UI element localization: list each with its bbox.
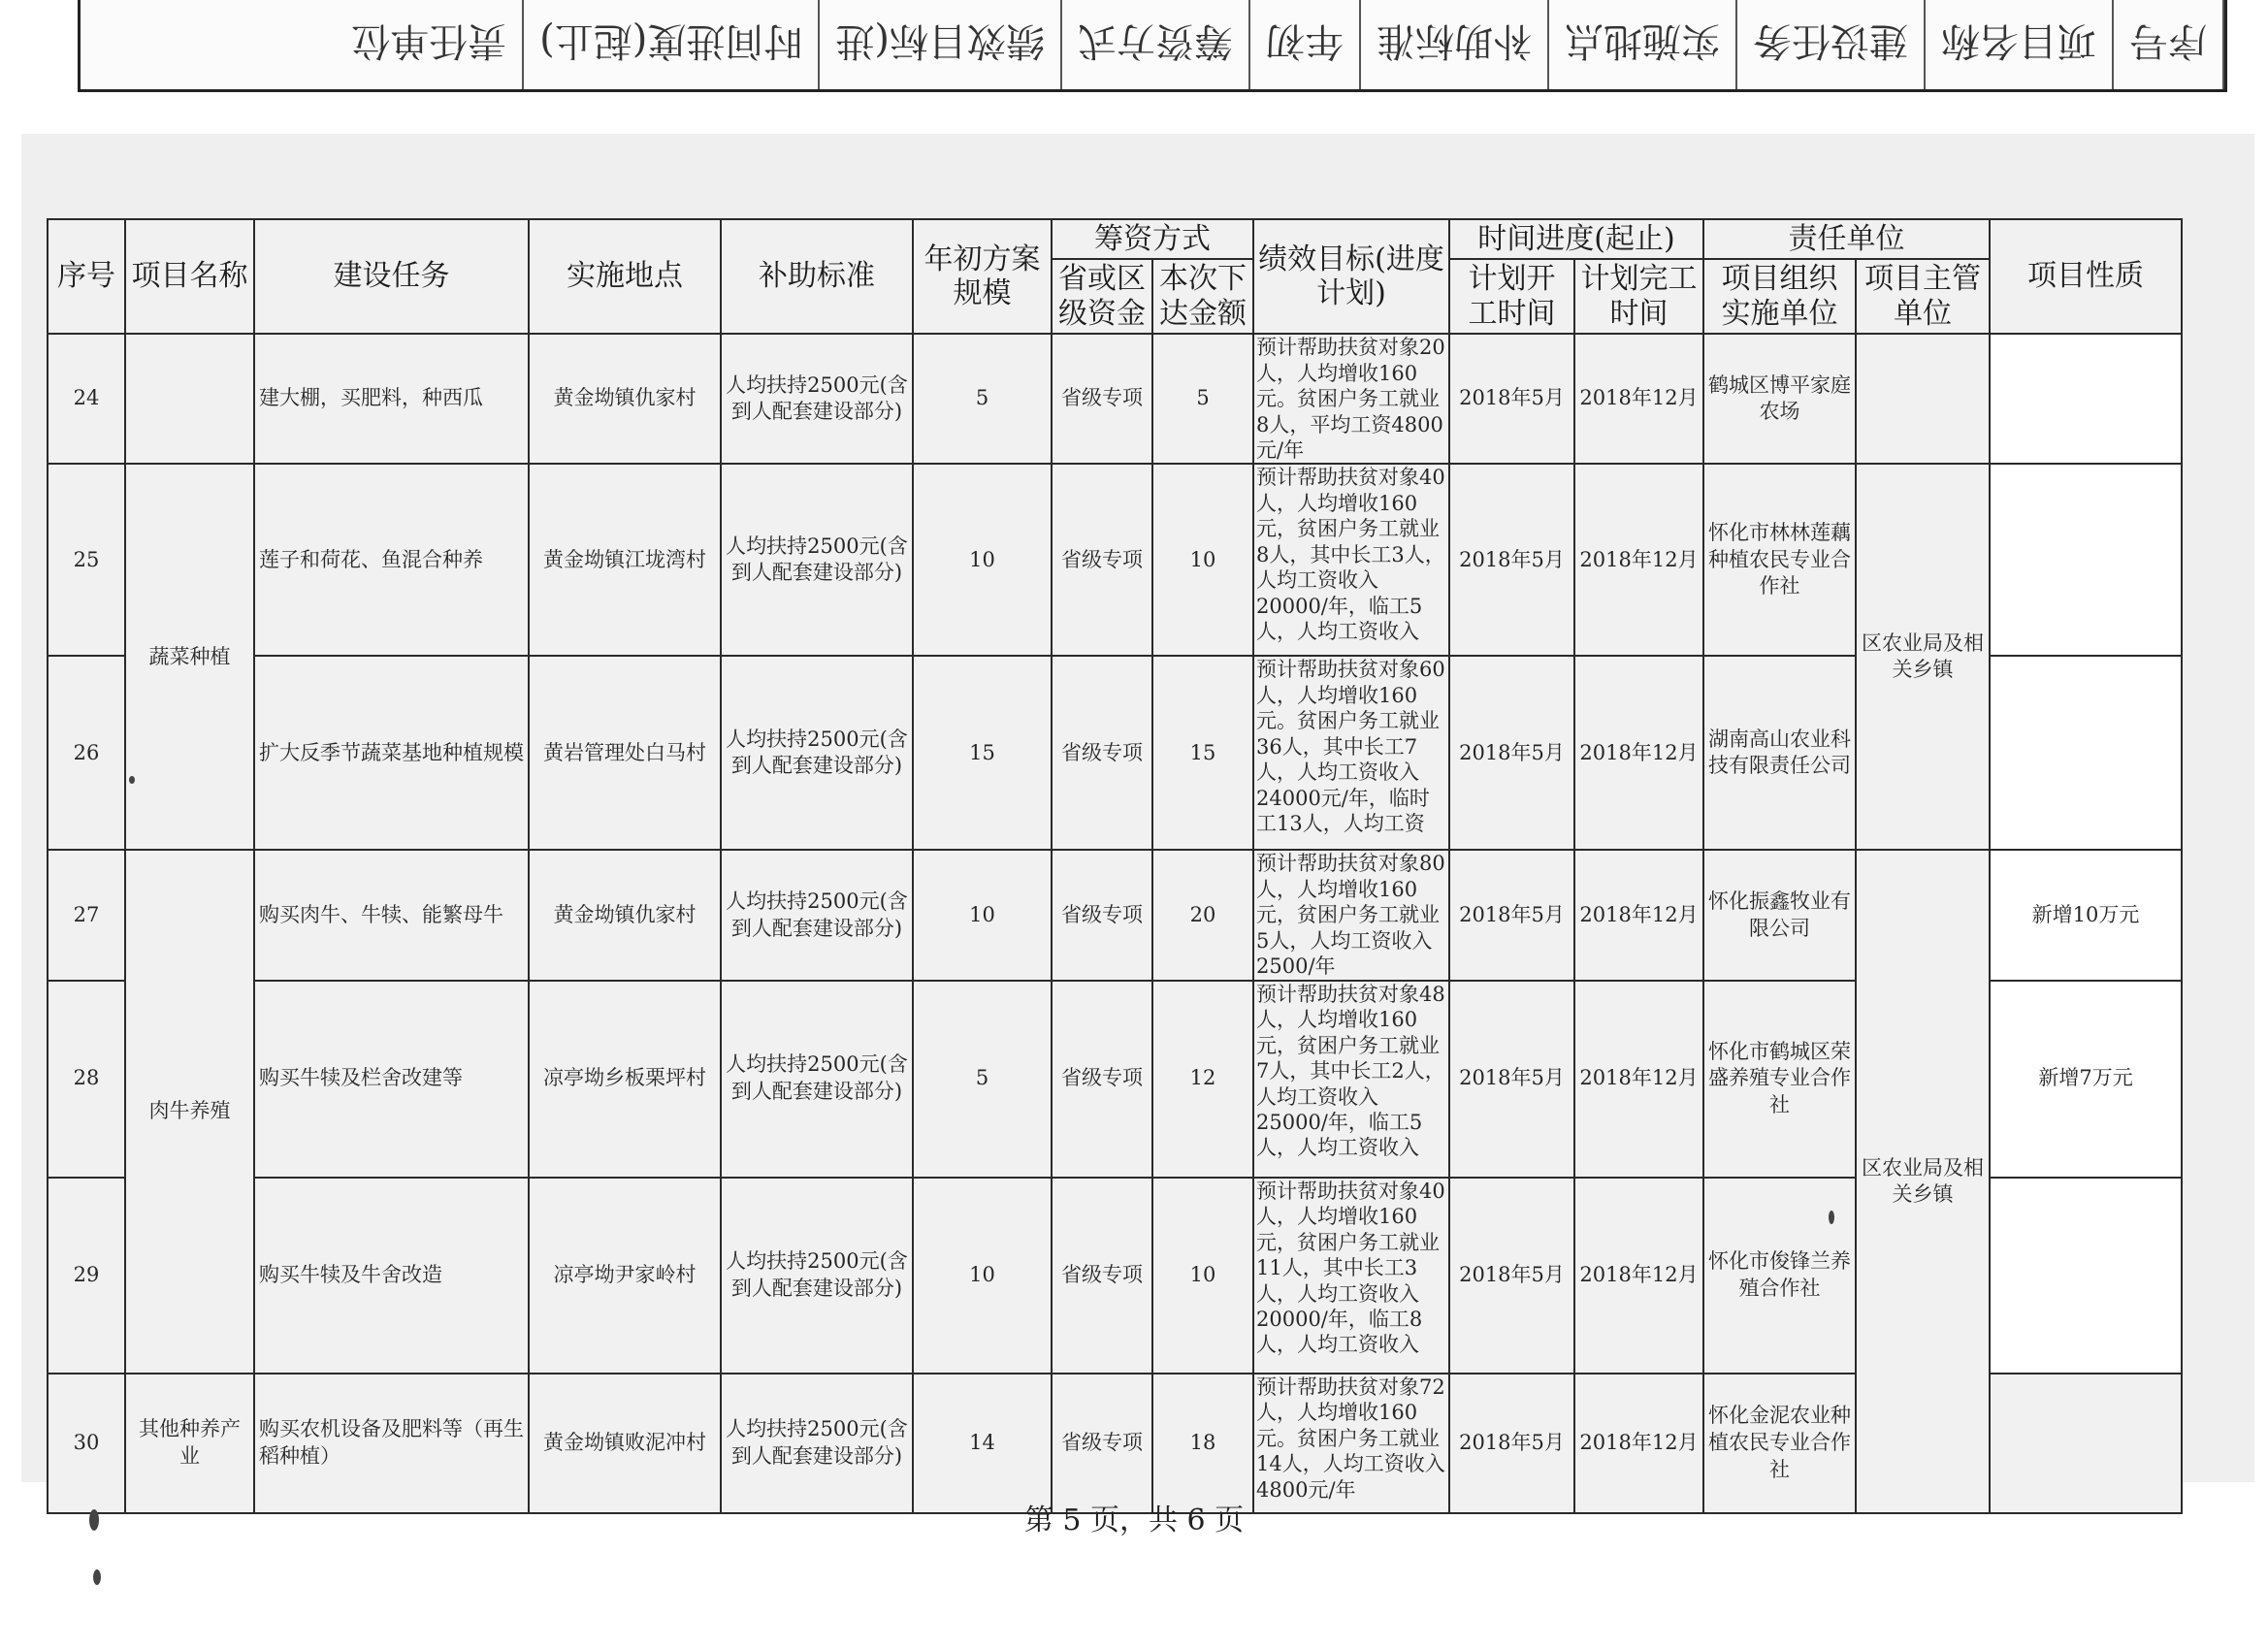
subsidy-cell: 人均扶持2500元(含到人配套建设部分) bbox=[721, 656, 913, 850]
start-cell: 2018年5月 bbox=[1449, 334, 1574, 464]
bleed-cell: 筹资方式 bbox=[1062, 0, 1250, 89]
bleed-cell: 序号 bbox=[2114, 0, 2224, 89]
prov-cell: 省级专项 bbox=[1052, 1374, 1152, 1514]
performance-text: 预计帮助扶贫对象40人，人均增收160元，贫困户务工就业8人，其中长工3人，人均工资收入20000/年，临工5人，人均工资收入 bbox=[1256, 466, 1445, 644]
bleed-cell: 责任单位 bbox=[336, 0, 524, 89]
start-cell: 2018年5月 bbox=[1449, 1178, 1574, 1374]
org-cell: 怀化市林林莲藕种植农民专业合作社 bbox=[1703, 464, 1856, 656]
amount-cell: 10 bbox=[1152, 1178, 1253, 1374]
location-cell: 黄金坳镇江垅湾村 bbox=[529, 464, 721, 656]
org-cell: 怀化市俊锋兰养殖合作社 bbox=[1703, 1178, 1856, 1374]
subsidy-cell: 人均扶持2500元(含到人配套建设部分) bbox=[721, 1374, 913, 1514]
scale-cell: 10 bbox=[913, 464, 1052, 656]
amount-cell: 15 bbox=[1152, 656, 1253, 850]
bleed-cell: 绩效目标(进 bbox=[820, 0, 1062, 89]
start-cell: 2018年5月 bbox=[1449, 464, 1574, 656]
amount-cell: 10 bbox=[1152, 464, 1253, 656]
performance-cell bbox=[1253, 1178, 1449, 1374]
end-cell: 2018年12月 bbox=[1574, 981, 1703, 1178]
nature-cell: 新增7万元 bbox=[1990, 981, 2182, 1178]
performance-text: 预计帮助扶贫对象72人，人均增收160元。贫困户务工就业14人，人均工资收入4800元/年 bbox=[1256, 1374, 1445, 1502]
bleed-cell: 项目名称 bbox=[1926, 0, 2114, 89]
bleed-through-text bbox=[81, 0, 2224, 89]
org-cell: 湖南高山农业科技有限责任公司 bbox=[1703, 656, 1856, 850]
header-start: 计划开工时间 bbox=[1449, 259, 1574, 334]
performance-text: 预计帮助扶贫对象60人，人均增收160元。贫困户务工就业36人，其中长工7人，人均工资收入24000元/年，临时工13人，人均工资 bbox=[1256, 658, 1445, 836]
header-schedule: 时间进度(起止) bbox=[1449, 219, 1703, 259]
subsidy-cell: 人均扶持2500元(含到人配套建设部分) bbox=[721, 850, 913, 980]
scan-speck bbox=[1829, 1211, 1834, 1224]
end-cell: 2018年12月 bbox=[1574, 1374, 1703, 1514]
subsidy-cell: 人均扶持2500元(含到人配套建设部分) bbox=[721, 981, 913, 1178]
table-row bbox=[48, 464, 2182, 656]
nature-cell bbox=[1990, 656, 2182, 850]
mgmt-cell bbox=[1990, 1374, 2182, 1514]
header-responsibility: 责任单位 bbox=[1703, 219, 1990, 259]
task-cell: 扩大反季节蔬菜基地种植规模 bbox=[254, 656, 529, 850]
start-cell: 2018年5月 bbox=[1449, 981, 1574, 1178]
performance-cell bbox=[1253, 464, 1449, 656]
prov-cell: 省级专项 bbox=[1052, 850, 1152, 980]
nature-cell bbox=[1990, 1178, 2182, 1374]
scan-speck bbox=[89, 1509, 99, 1531]
task-cell: 购买牛犊及牛舍改造 bbox=[254, 1178, 529, 1374]
performance-cell bbox=[1253, 656, 1449, 850]
scale-cell: 10 bbox=[913, 1178, 1052, 1374]
seq-cell: 26 bbox=[48, 656, 125, 850]
bleed-cell: 时间进度(起止) bbox=[524, 0, 820, 89]
header-subsidy: 补助标准 bbox=[721, 219, 913, 334]
performance-text: 预计帮助扶贫对象48人，人均增收160元，贫困户务工就业7人，其中长工2人，人均工资收入25000/年，临工5人，人均工资收入 bbox=[1256, 982, 1445, 1160]
header-project-name: 项目名称 bbox=[125, 219, 254, 334]
performance-cell bbox=[1253, 1374, 1449, 1514]
scan-speck bbox=[129, 776, 135, 784]
prov-cell: 省级专项 bbox=[1052, 1178, 1152, 1374]
org-cell: 鹤城区博平家庭农场 bbox=[1703, 334, 1856, 464]
project-table bbox=[47, 218, 2183, 1514]
seq-cell: 24 bbox=[48, 334, 125, 464]
org-cell: 怀化振鑫牧业有限公司 bbox=[1703, 850, 1856, 980]
task-cell: 建大棚，买肥料，种西瓜 bbox=[254, 334, 529, 464]
header-seq: 序号 bbox=[48, 219, 125, 334]
prov-cell: 省级专项 bbox=[1052, 334, 1152, 464]
mgmt-cell bbox=[1856, 334, 1990, 464]
location-cell: 黄金坳镇仇家村 bbox=[529, 334, 721, 464]
location-cell: 黄金坳镇败泥冲村 bbox=[529, 1374, 721, 1514]
table-row bbox=[48, 850, 2182, 980]
subsidy-cell: 人均扶持2500元(含到人配套建设部分) bbox=[721, 1178, 913, 1374]
seq-cell: 28 bbox=[48, 981, 125, 1178]
task-cell: 购买牛犊及栏舍改建等 bbox=[254, 981, 529, 1178]
performance-cell bbox=[1253, 981, 1449, 1178]
header-plan-scale: 年初方案规模 bbox=[913, 219, 1052, 334]
org-cell: 怀化金泥农业种植农民专业合作社 bbox=[1703, 1374, 1856, 1514]
seq-cell: 25 bbox=[48, 464, 125, 656]
end-cell: 2018年12月 bbox=[1574, 850, 1703, 980]
header-location: 实施地点 bbox=[529, 219, 721, 334]
header-task: 建设任务 bbox=[254, 219, 529, 334]
seq-cell: 29 bbox=[48, 1178, 125, 1374]
header-performance: 绩效目标(进度计划) bbox=[1253, 219, 1449, 334]
mgmt-unit-group1-cell: 区农业局及相关乡镇 bbox=[1856, 464, 1990, 850]
category-other-cell: 其他种养产业 bbox=[125, 1374, 254, 1514]
bleed-cell: 实施地点 bbox=[1549, 0, 1737, 89]
location-cell: 黄金坳镇仇家村 bbox=[529, 850, 721, 980]
nature-cell bbox=[1990, 464, 2182, 656]
subsidy-cell: 人均扶持2500元(含到人配套建设部分) bbox=[721, 464, 913, 656]
mgmt-unit-group2-cell: 区农业局及相关乡镇 bbox=[1856, 850, 1990, 1513]
bleed-cell: 建设任务 bbox=[1737, 0, 1926, 89]
scale-cell: 14 bbox=[913, 1374, 1052, 1514]
amount-cell: 20 bbox=[1152, 850, 1253, 980]
page-footer: 第 5 页，共 6 页 bbox=[1023, 1504, 1245, 1537]
seq-cell: 30 bbox=[48, 1374, 125, 1514]
header-funding: 筹资方式 bbox=[1052, 219, 1253, 259]
header-org-unit: 项目组织实施单位 bbox=[1703, 259, 1856, 334]
location-cell: 黄岩管理处白马村 bbox=[529, 656, 721, 850]
nature-cell: 新增10万元 bbox=[1990, 850, 2182, 980]
scale-cell: 10 bbox=[913, 850, 1052, 980]
location-cell: 凉亭坳尹家岭村 bbox=[529, 1178, 721, 1374]
performance-text: 预计帮助扶贫对象80人，人均增收160元，贫困户务工就业5人，人均工资收入2500/年 bbox=[1256, 852, 1445, 979]
subsidy-cell: 人均扶持2500元(含到人配套建设部分) bbox=[721, 334, 913, 464]
end-cell: 2018年12月 bbox=[1574, 464, 1703, 656]
amount-cell: 5 bbox=[1152, 334, 1253, 464]
header-mgmt-unit: 项目主管单位 bbox=[1856, 259, 1990, 334]
category-veg-cell: 蔬菜种植 bbox=[125, 464, 254, 850]
amount-cell: 18 bbox=[1152, 1374, 1253, 1514]
performance-cell bbox=[1253, 334, 1449, 464]
end-cell: 2018年12月 bbox=[1574, 334, 1703, 464]
table-row bbox=[48, 334, 2182, 464]
header-funding-amount: 本次下达金额 bbox=[1152, 259, 1253, 334]
task-cell: 莲子和荷花、鱼混合种养 bbox=[254, 464, 529, 656]
header-funding-prov: 省或区级资金 bbox=[1052, 259, 1152, 334]
header-end: 计划完工时间 bbox=[1574, 259, 1703, 334]
prov-cell: 省级专项 bbox=[1052, 464, 1152, 656]
location-cell: 凉亭坳乡板栗坪村 bbox=[529, 981, 721, 1178]
seq-cell: 27 bbox=[48, 850, 125, 980]
start-cell: 2018年5月 bbox=[1449, 850, 1574, 980]
bleed-cell: 年初 bbox=[1250, 0, 1361, 89]
end-cell: 2018年12月 bbox=[1574, 1178, 1703, 1374]
performance-cell bbox=[1253, 850, 1449, 980]
amount-cell: 12 bbox=[1152, 981, 1253, 1178]
project-name-cell bbox=[125, 334, 254, 464]
end-cell: 2018年12月 bbox=[1574, 656, 1703, 850]
start-cell: 2018年5月 bbox=[1449, 656, 1574, 850]
start-cell: 2018年5月 bbox=[1449, 1374, 1574, 1514]
scale-cell: 5 bbox=[913, 334, 1052, 464]
bleed-cell: 补助标准 bbox=[1361, 0, 1549, 89]
prov-cell: 省级专项 bbox=[1052, 981, 1152, 1178]
bleed-through-strip bbox=[78, 0, 2227, 92]
scan-speck bbox=[93, 1569, 101, 1585]
scale-cell: 5 bbox=[913, 981, 1052, 1178]
org-cell: 怀化市鹤城区荣盛养殖专业合作社 bbox=[1703, 981, 1856, 1178]
prov-cell: 省级专项 bbox=[1052, 656, 1152, 850]
performance-text: 预计帮助扶贫对象40人，人均增收160元，贫困户务工就业11人，其中长工3人，人均工资收入20000/年，临工8人，人均工资收入 bbox=[1256, 1179, 1445, 1357]
task-cell: 购买肉牛、牛犊、能繁母牛 bbox=[254, 850, 529, 980]
task-cell: 购买农机设备及肥料等（再生稻种植） bbox=[254, 1374, 529, 1514]
category-cattle-cell: 肉牛养殖 bbox=[125, 850, 254, 1373]
nature-cell bbox=[1990, 334, 2182, 464]
performance-text: 预计帮助扶贫对象20人，人均增收160元。贫困户务工就业8人，平均工资4800元/年 bbox=[1256, 336, 1445, 462]
header-nature: 项目性质 bbox=[1990, 219, 2182, 334]
scale-cell: 15 bbox=[913, 656, 1052, 850]
